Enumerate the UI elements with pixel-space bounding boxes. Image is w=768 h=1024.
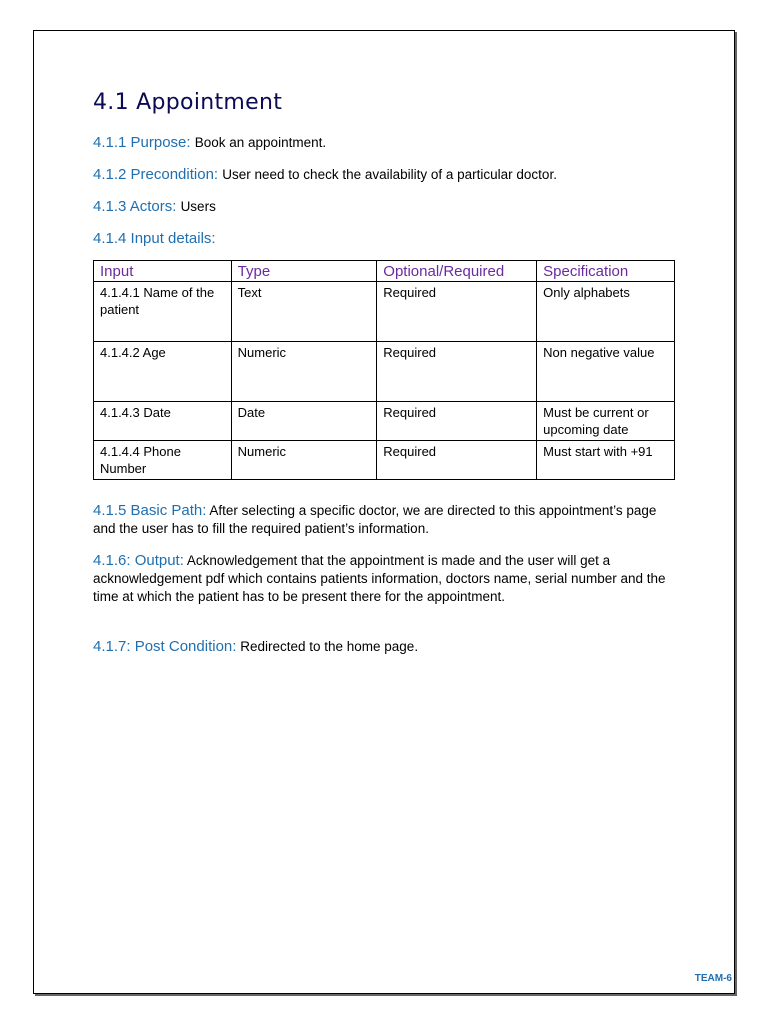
- table-cell: Required: [377, 402, 537, 441]
- table-cell: Non negative value: [537, 342, 675, 402]
- basic-path-text: After selecting a specific doctor, we are directed to this appointment’s page and the user has to fill the required patient’s information.: [93, 503, 657, 536]
- actors-text: Users: [180, 199, 216, 214]
- actors-label: 4.1.3 Actors:: [93, 198, 177, 215]
- table-row: [94, 342, 675, 402]
- actors-line: [93, 198, 216, 215]
- input-details-label: 4.1.4 Input details:: [93, 230, 216, 247]
- table-cell: 4.1.4.2 Age: [94, 342, 232, 402]
- precondition-line: [93, 166, 557, 183]
- table-cell: Numeric: [231, 342, 377, 402]
- table-row: [94, 441, 675, 480]
- table-cell: Required: [377, 282, 537, 342]
- table-cell: 4.1.4.3 Date: [94, 402, 232, 441]
- table-cell: Required: [377, 441, 537, 480]
- output-text: Acknowledgement that the appointment is made and the user will get a acknowledgement pdf which contains patients information, doctors name, serial number and the time at which the patient has to be present there for the appointment.: [93, 553, 666, 604]
- section-heading: 4.1 Appointment: [93, 90, 283, 115]
- post-condition-text: Redirected to the home page.: [240, 639, 419, 654]
- table-cell: Must be current or upcoming date: [537, 402, 675, 441]
- precondition-text: User need to check the availability of a particular doctor.: [222, 167, 557, 182]
- table-cell: Numeric: [231, 441, 377, 480]
- table-cell: 4.1.4.1 Name of the patient: [94, 282, 232, 342]
- basic-path-paragraph: [93, 502, 673, 538]
- purpose-line: [93, 134, 326, 151]
- table-cell: Text: [231, 282, 377, 342]
- input-details-line: [93, 230, 216, 247]
- output-label: 4.1.6: Output:: [93, 552, 184, 569]
- header-type: Type: [231, 261, 377, 282]
- input-details-table: [93, 260, 675, 480]
- table-cell: Date: [231, 402, 377, 441]
- output-paragraph: [93, 552, 673, 606]
- precondition-label: 4.1.2 Precondition:: [93, 166, 219, 183]
- header-optional-required: Optional/Required: [377, 261, 537, 282]
- table-row: [94, 282, 675, 342]
- post-condition-label: 4.1.7: Post Condition:: [93, 638, 237, 655]
- footer-team-label: TEAM-6: [694, 973, 732, 984]
- purpose-text: Book an appointment.: [194, 135, 327, 150]
- table-row: [94, 402, 675, 441]
- table-header-row: [94, 261, 675, 282]
- post-condition-paragraph: [93, 638, 673, 656]
- basic-path-label: 4.1.5 Basic Path:: [93, 502, 207, 519]
- table-cell: Required: [377, 342, 537, 402]
- purpose-label: 4.1.1 Purpose:: [93, 134, 191, 151]
- header-input: Input: [94, 261, 232, 282]
- table-cell: 4.1.4.4 Phone Number: [94, 441, 232, 480]
- header-specification: Specification: [537, 261, 675, 282]
- table-cell: Only alphabets: [537, 282, 675, 342]
- table-cell: Must start with +91: [537, 441, 675, 480]
